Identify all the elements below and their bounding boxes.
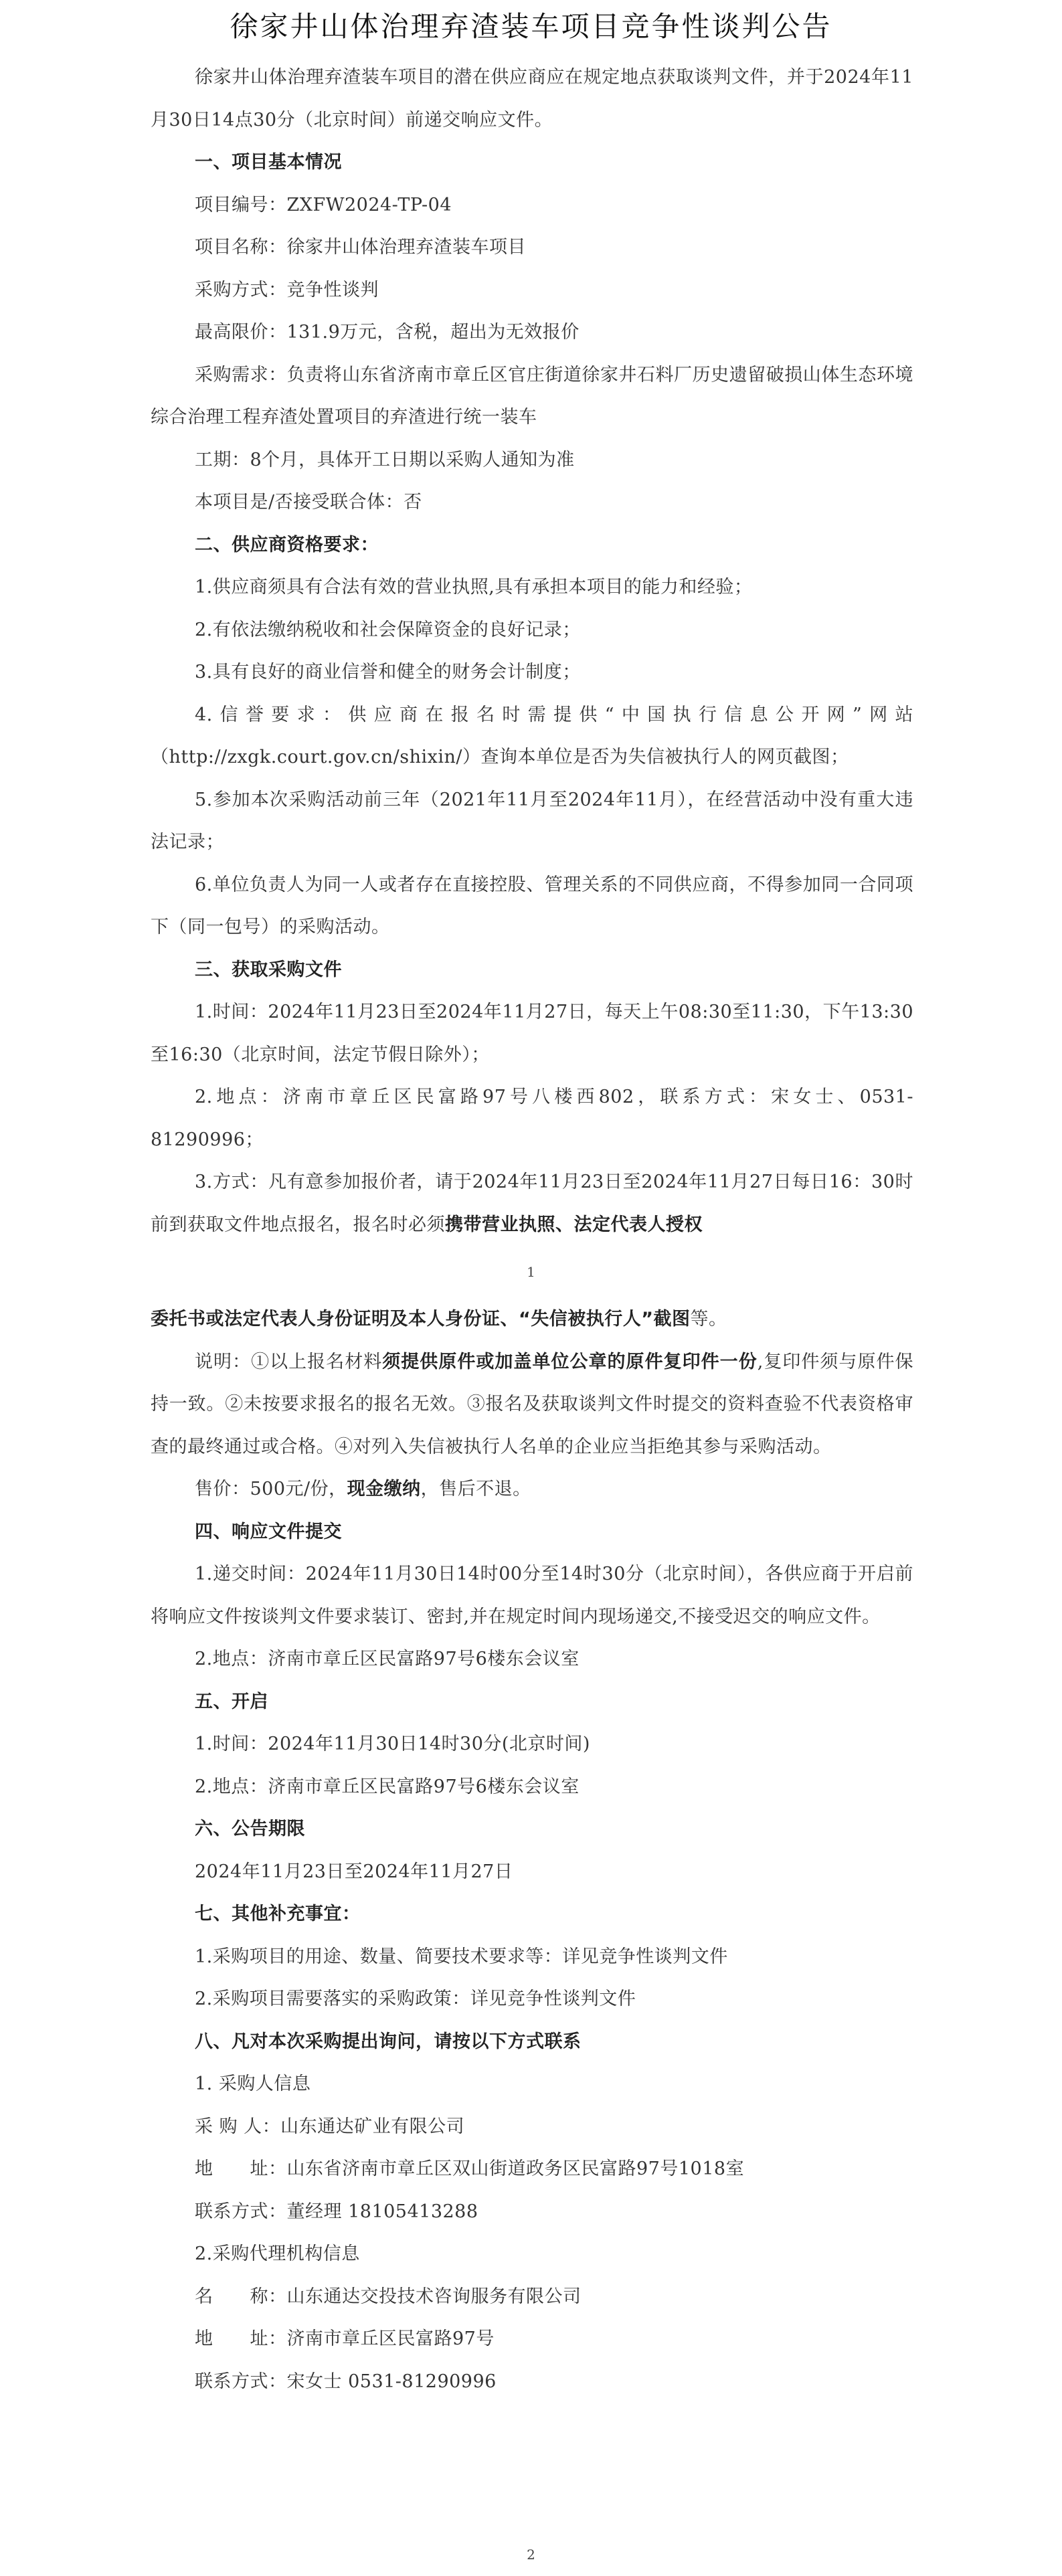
sale-cash: 现金缴纳 (347, 1479, 421, 1499)
buyer-contact: 联系方式：董经理 18105413288 (195, 2201, 478, 2222)
section-heading-5: 五、开启 (195, 1691, 268, 1712)
obtain-way-required-1: 携带营业执照、法定代表人授权 (445, 1214, 703, 1235)
page-title: 徐家井山体治理弃渣装车项目竞争性谈判公告 (230, 10, 832, 43)
section-heading-6: 六、公告期限 (195, 1819, 305, 1839)
buyer-name: 采 购 人：山东通达矿业有限公司 (195, 2116, 465, 2137)
max-price: 最高限价：131.9万元，含税，超出为无效报价 (195, 322, 580, 343)
obtain-place: 2.地点：济南市章丘区民富路97号八楼西802，联系方式：宋女士、0531-81290996； (151, 1087, 913, 1150)
obtain-way-continued (151, 1298, 913, 1341)
procurement-need: 采购需求：负责将山东省济南市章丘区官庄街道徐家井石料厂历史遗留破损山体生态环境综合治理工程弃渣处置项目的弃渣进行统一装车 (151, 364, 913, 428)
procurement-method: 采购方式：竞争性谈判 (195, 279, 379, 300)
section-heading-3: 三、获取采购文件 (195, 959, 342, 980)
note-required: 须提供原件或加盖单位公章的原件复印件一份 (382, 1351, 758, 1372)
intro-paragraph: 徐家井山体治理弃渣装车项目的潜在供应商应在规定地点获取谈判文件，并于2024年11月30日14点30分（北京时间）前递交响应文件。 (151, 67, 913, 130)
submit-place: 2.地点：济南市章丘区民富路97号6楼东会议室 (195, 1649, 580, 1669)
obtain-way-required-2: 委托书或法定代表人身份证明及本人身份证、“失信被执行人”截图 (151, 1309, 691, 1329)
qualification-item: 5.参加本次采购活动前三年（2021年11月至2024年11月），在经营活动中没有重大违法记录； (151, 789, 913, 852)
page-number-2: 2 (527, 2547, 535, 2563)
agent-address: 地 址：济南市章丘区民富路97号 (195, 2328, 495, 2349)
section-heading-1: 一、项目基本情况 (195, 152, 342, 173)
content-part-2 (151, 1298, 913, 2403)
registration-note (151, 1341, 913, 1469)
obtain-time: 1.时间：2024年11月23日至2024年11月27日，每天上午08:30至11:30，下午13:30至16:30（北京时间，法定节假日除外）； (151, 1002, 913, 1065)
obtain-way-text: 3.方式：凡有意参加报价者，请于2024年11月23日至2024年11月27日每日16：30时前到获取文件地点报名，报名时必须 (151, 1172, 913, 1235)
sale-text-2: ，售后不退。 (420, 1479, 531, 1499)
section-heading-4: 四、响应文件提交 (195, 1521, 342, 1542)
consortium: 本项目是/否接受联合体：否 (195, 492, 422, 513)
agent-name: 名 称：山东通达交投技术咨询服务有限公司 (195, 2286, 582, 2307)
qualification-item: 3.具有良好的商业信誉和健全的财务会计制度； (195, 662, 581, 682)
opening-place: 2.地点：济南市章丘区民富路97号6楼东会议室 (195, 1776, 580, 1797)
agent-contact: 联系方式：宋女士 0531-81290996 (195, 2371, 497, 2392)
qualification-item: 1.供应商须具有合法有效的营业执照,具有承担本项目的能力和经验； (195, 577, 753, 597)
qualification-item: 2.有依法缴纳税收和社会保障资金的良好记录； (195, 619, 581, 640)
section-heading-2: 二、供应商资格要求： (195, 534, 379, 555)
section-heading-7: 七、其他补充事宜： (195, 1904, 361, 1924)
qualification-item: 4.信誉要求：供应商在报名时需提供“中国执行信息公开网”网站（http://zxgk.court.gov.cn/shixin/）查询本单位是否为失信被执行人的网页截图； (151, 704, 913, 767)
notice-period: 2024年11月23日至2024年11月27日 (195, 1861, 513, 1882)
note-text-1: 说明：①以上报名材料 (195, 1351, 383, 1372)
content-part-1 (151, 56, 913, 1246)
section-heading-8: 八、凡对本次采购提出询问，请按以下方式联系 (195, 2031, 582, 2052)
agent-info-title: 2.采购代理机构信息 (195, 2243, 360, 2264)
submit-time: 1.递交时间：2024年11月30日14时00分至14时30分（北京时间），各供应商于开启前将响应文件按谈判文件要求装订、密封,并在规定时间内现场递交,不接受迟交的响应文件。 (151, 1564, 913, 1627)
buyer-info-title: 1. 采购人信息 (195, 2074, 311, 2094)
page-number-1: 1 (527, 1264, 535, 1280)
obtain-way (151, 1161, 913, 1246)
project-code: 项目编号：ZXFW2024-TP-04 (195, 194, 452, 215)
sale-price (151, 1468, 913, 1511)
sale-text-1: 售价：500元/份， (195, 1479, 347, 1499)
supplement-item-2: 2.采购项目需要落实的采购政策：详见竞争性谈判文件 (195, 1989, 636, 2009)
project-name: 项目名称：徐家井山体治理弃渣装车项目 (195, 237, 526, 258)
obtain-way-tail: 等。 (690, 1309, 727, 1329)
supplement-item-1: 1.采购项目的用途、数量、简要技术要求等：详见竞争性谈判文件 (195, 1946, 728, 1967)
opening-time: 1.时间：2024年11月30日14时30分(北京时间) (195, 1734, 590, 1754)
qualification-item: 6.单位负责人为同一人或者存在直接控股、管理关系的不同供应商，不得参加同一合同项下（同一包号）的采购活动。 (151, 874, 913, 937)
note-text-2: ,复印件须与原件保持一致。②未按要求报名的报名无效。③报名及获取谈判文件时提交的资料查验不代表资格审查的最终通过或合格。④对列入失信被执行人名单的企业应当拒绝其参与采购活动。 (151, 1351, 914, 1457)
buyer-address: 地 址：山东省济南市章丘区双山街道政务区民富路97号1018室 (195, 2158, 745, 2179)
work-period: 工期：8个月，具体开工日期以采购人通知为准 (195, 449, 575, 470)
